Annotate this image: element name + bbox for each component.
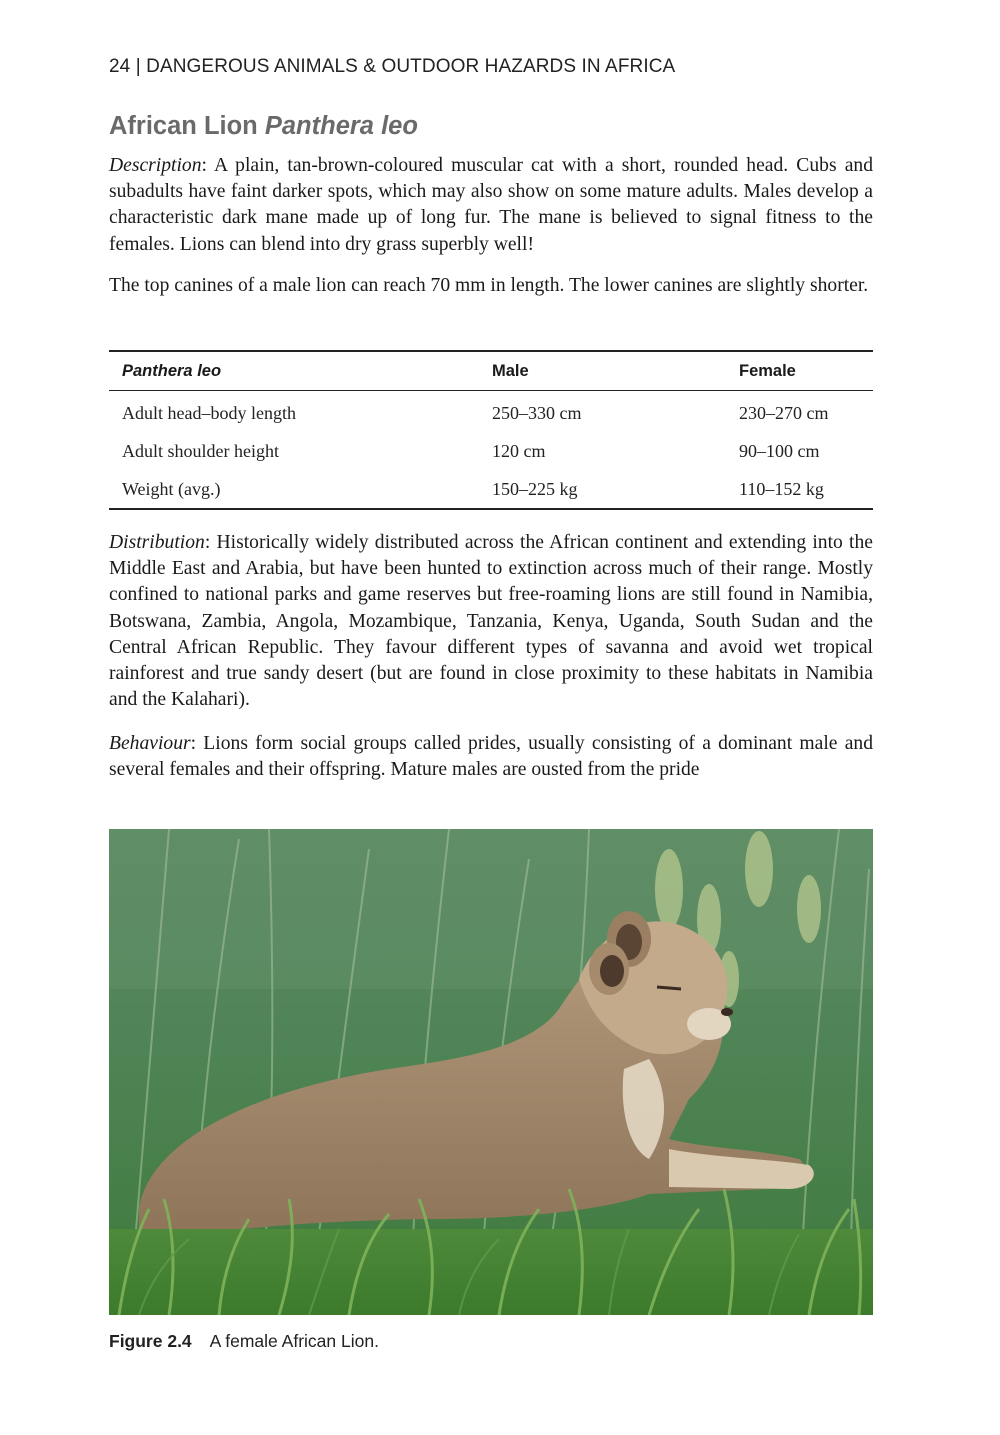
table-header-female: Female	[726, 351, 873, 391]
section-title	[109, 112, 418, 141]
lioness-photo	[109, 829, 873, 1315]
table-header-row	[109, 351, 873, 391]
table-cell: 250–330 cm	[492, 402, 582, 423]
figure-caption-text: A female African Lion.	[209, 1331, 379, 1351]
table-cell: Adult head–body length	[122, 402, 296, 423]
table-row	[109, 391, 873, 433]
table-header-species: Panthera leo	[109, 351, 479, 391]
table-cell: 230–270 cm	[739, 402, 829, 423]
table-cell: 120 cm	[492, 440, 546, 461]
table-cell: 90–100 cm	[739, 440, 820, 461]
behaviour-text: : Lions form social groups called prides, usually consisting of a dominant male and several females and their offspring. Mature males are ousted from the pride	[109, 733, 873, 781]
behaviour-paragraph	[109, 731, 873, 783]
title-scientific-name: Panthera leo	[264, 112, 418, 140]
table-cell: Adult shoulder height	[122, 440, 279, 461]
running-head: 24 | DANGEROUS ANIMALS & OUTDOOR HAZARDS IN AFRICA	[109, 56, 676, 77]
distribution-paragraph	[109, 530, 873, 713]
table-cell: Weight (avg.)	[122, 478, 221, 499]
distribution-label: Distribution	[109, 532, 205, 553]
description-paragraph	[109, 153, 873, 258]
title-common-name: African Lion	[109, 112, 258, 140]
lion-measurements-table	[109, 350, 873, 510]
table-cell: 150–225 kg	[492, 478, 578, 499]
table-header-male: Male	[479, 351, 726, 391]
table-row	[109, 470, 873, 509]
canines-paragraph: The top canines of a male lion can reach 70 mm in length. The lower canines are slightly shorter.	[109, 275, 869, 296]
description-label: Description	[109, 155, 202, 176]
behaviour-label: Behaviour	[109, 733, 191, 754]
figure-caption	[109, 1331, 379, 1352]
table-row	[109, 432, 873, 470]
figure-label: Figure 2.4	[109, 1331, 192, 1351]
lioness-illustration	[109, 829, 873, 1315]
description-text: : A plain, tan-brown-coloured muscular cat with a short, rounded head. Cubs and subadults have faint darker spots, which may also show on some mature adults. Males develop a characteristic dark mane made up of long fur. The mane is believed to signal fitness to the females. Lions can blend into dry grass superbly well!	[109, 155, 873, 255]
distribution-text: : Historically widely distributed across the African continent and extending into the Middle East and Arabia, but have been hunted to extinction across much of their range. Mostly confined to national parks and game reserves but free-roaming lions are still found in Namibia, Botswana, Zambia, Angola, Mozambique, Tanzania, Kenya, Uganda, South Sudan and the Central African Republic. They favour different types of savanna and avoid wet tropical rainforest and true sandy desert (but are found in close proximity to these habitats in Namibia and the Kalahari).	[109, 532, 873, 711]
table-cell: 110–152 kg	[739, 478, 824, 499]
